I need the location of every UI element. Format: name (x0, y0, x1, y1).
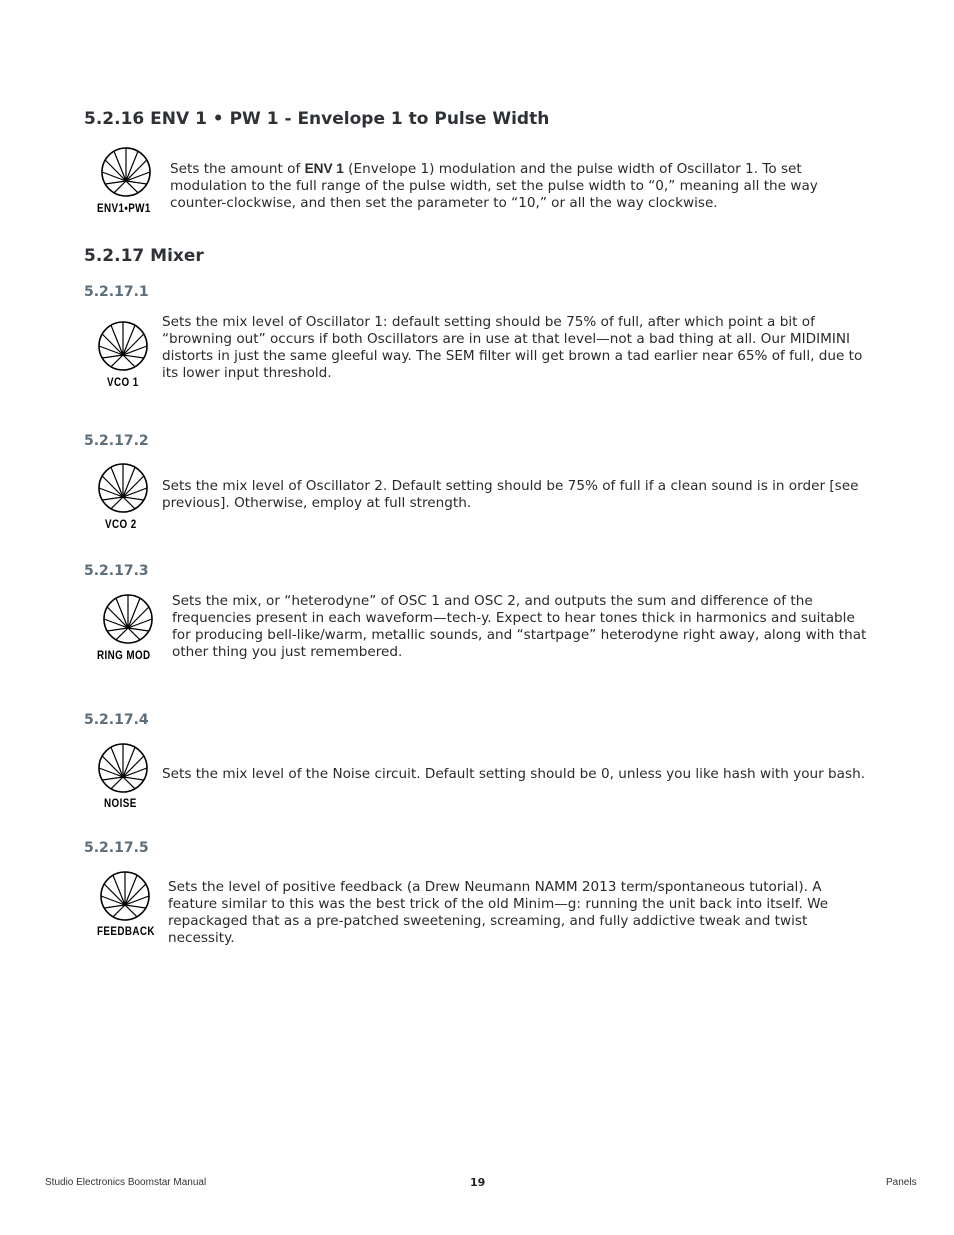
knob-label-env1pw1: ENV1•PW1 (97, 201, 151, 215)
knob-icon (96, 741, 150, 795)
knob-dial-icon (99, 322, 147, 370)
knob-icon (98, 869, 152, 923)
knob-label-vco2: VCO 2 (105, 517, 137, 531)
footer-manual-title: Studio Electronics Boomstar Manual (45, 1177, 207, 1188)
knob-icon (99, 145, 153, 199)
paragraph-noise: Sets the mix level of the Noise circuit. Default setting should be 0, unless you like hash with your bash. (162, 766, 866, 782)
knob-dial-icon (99, 464, 147, 512)
section-heading-env1pw1: 5.2.16 ENV 1 • PW 1 - Envelope 1 to Pulse Width (84, 109, 550, 129)
paragraph-ring-mod: Sets the mix, or “heterodyne” of OSC 1 and OSC 2, and outputs the sum and difference of the frequencies present in each waveform—tech-y. Expect to hear tones thick in harmonics and suitable for producing bell-like/warm, metallic sounds, and “startpage” heterodyne right away, along with that other thing you just remembered. (172, 593, 867, 660)
subsection-number: 5.2.17.2 (84, 433, 149, 449)
knob-label-ring-mod: RING MOD (97, 648, 151, 662)
knob-dial-icon (104, 595, 152, 643)
paragraph-vco2: Sets the mix level of Oscillator 2. Default setting should be 75% of full if a clean sound is in order [see previous]. Otherwise, employ at full strength. (162, 478, 859, 511)
knob-dial-icon (99, 744, 147, 792)
knob-dial-icon (101, 872, 149, 920)
knob-label-vco1: VCO 1 (107, 375, 139, 389)
subsection-number: 5.2.17.3 (84, 563, 149, 579)
subsection-number: 5.2.17.4 (84, 712, 149, 728)
subsection-number: 5.2.17.5 (84, 840, 149, 856)
knob-icon (96, 319, 150, 373)
knob-dial-icon (102, 148, 150, 196)
paragraph-text: Sets the amount of (170, 161, 305, 177)
paragraph-bold-term: ENV 1 (304, 161, 344, 176)
knob-icon (101, 592, 155, 646)
subsection-number: 5.2.17.1 (84, 284, 149, 300)
paragraph-text: (Envelope 1) modulation and the pulse width of Oscillator 1. To set modulation to the full range of the pulse width, set the pulse width to “0,” meaning all the way counter-clockwise, and then set the parameter to “10,” or all the way clockwise. (170, 161, 818, 211)
footer-section-name: Panels (886, 1177, 917, 1188)
knob-label-noise: NOISE (104, 796, 137, 810)
paragraph-vco1: Sets the mix level of Oscillator 1: default setting should be 75% of full, after which point a bit of “browning out” occurs if both Oscillators are in use at that level—not a bad thing at all. Our MIDIMINI distorts in just the same gleeful way. The SEM filter will get brown a tad earlier near 65% of full, due to its lower input threshold. (162, 314, 863, 381)
section-heading-mixer: 5.2.17 Mixer (84, 246, 204, 266)
footer-page-number: 19 (470, 1176, 486, 1189)
knob-icon (96, 461, 150, 515)
paragraph-feedback: Sets the level of positive feedback (a Drew Neumann NAMM 2013 term/spontaneous tutorial). A feature similar to this was the best trick of the old Minim—g: running the unit back into itself. We repackaged that as a pre-patched sweetening, screaming, and fully addictive tweak and twist necessity. (168, 879, 829, 946)
paragraph-env1pw1 (170, 160, 872, 212)
knob-label-feedback: FEEDBACK (97, 924, 155, 938)
